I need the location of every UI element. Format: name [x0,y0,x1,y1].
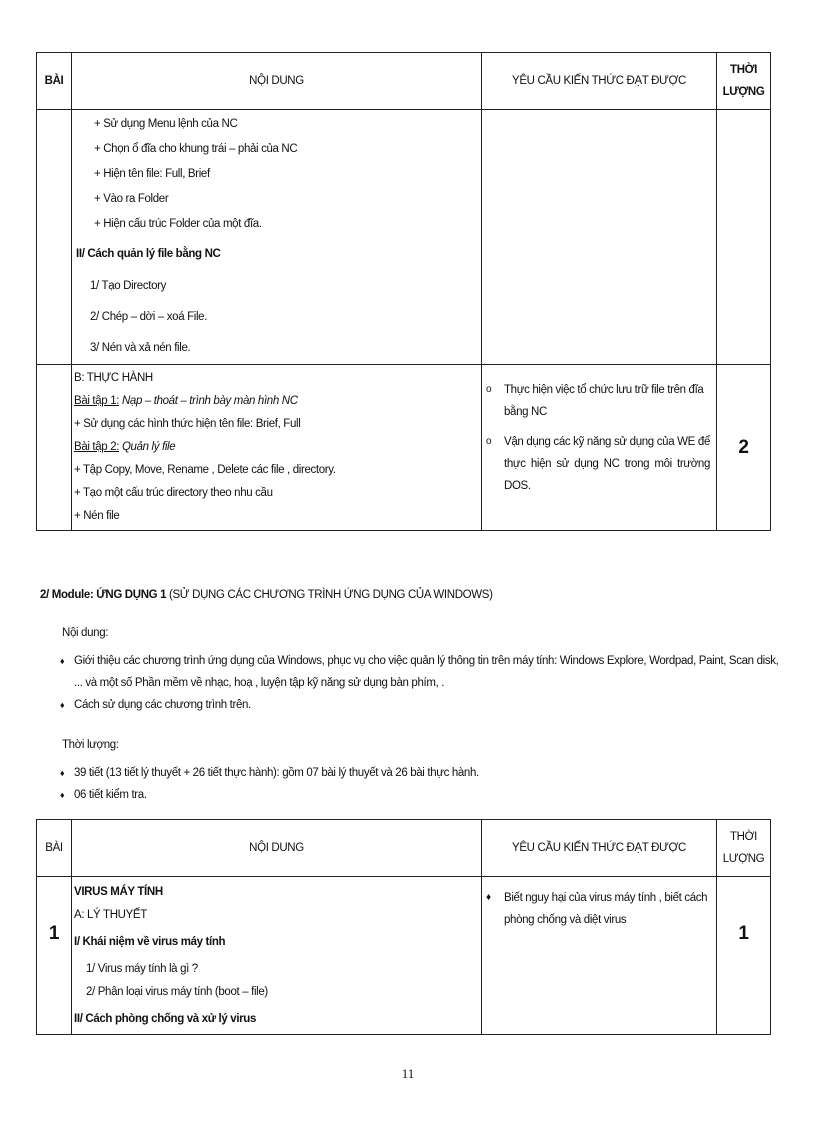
cell-noi-dung [72,877,482,1035]
list-item: 1/ Virus máy tính là gì ? [86,963,198,975]
list-item: 3/ Nén và xả nén file. [90,342,191,354]
table-header-row [37,820,771,877]
table-bottom [36,819,771,1035]
cell-yeu-cau [482,110,717,365]
list-item-text: Cách sử dụng các chương trình trên. [74,699,251,711]
cell-yeu-cau [482,877,717,1035]
list-item: + Tạo một cấu trúc directory theo nhu cầu [74,487,273,499]
header-thoi-luong: THỜI LƯỢNG [717,820,771,877]
list-item: + Chọn ổ đĩa cho khung trái – phải của NC [94,143,298,155]
time-label: Thời lượng: [62,739,119,751]
list-item: + Hiện tên file: Full, Brief [94,168,210,180]
header-thoi-luong: THỜI LƯỢNG [717,53,771,110]
exercise-2-text: Quản lý file [121,441,176,453]
list-item: + Sử dụng các hình thức hiện tên file: Brief, Full [74,418,301,430]
content-list [60,650,780,716]
list-item: 2/ Chép – dời – xoá File. [90,311,208,323]
requirement-item [482,423,716,497]
header-noi-dung: NỘI DUNG [72,53,482,110]
header-yeu-cau: YÊU CẦU KIẾN THỨC ĐẠT ĐƯỢC [482,53,717,110]
cell-noi-dung [72,110,482,365]
header-bai: BÀI [37,53,72,110]
requirement-text: Vận dụng các kỹ năng sử dụng của WE để thực hiện sử dụng NC trong môi trường DOS. [504,436,710,492]
exercise-1-text: Nạp – thoát – trình bày màn hình NC [121,395,298,407]
list-item: 2/ Phân loại virus máy tính (boot – file) [86,986,268,998]
requirement-text: Biết nguy hại của virus máy tính , biết cách phòng chống và diệt virus [504,892,708,926]
exercise-1 [74,390,481,413]
table-row [37,877,771,1035]
table-row [37,365,771,531]
module-title [40,589,780,601]
list-item: 1/ Tạo Directory [90,280,166,292]
header-noi-dung: NỘI DUNG [72,820,482,877]
circle-bullet-icon: o [486,436,492,447]
diamond-bullet-icon: ♦ [60,656,65,666]
list-item: + Hiện cấu trúc Folder của một đĩa. [94,218,262,230]
time-value: 1 [717,877,771,1035]
lesson-number: 1 [37,877,72,1035]
list-item: + Nén file [74,510,120,522]
section-title: I/ Khái niệm về virus máy tính [74,936,226,948]
practice-title: B: THỰC HÀNH [74,372,153,384]
list-item [60,694,780,716]
list-item [60,650,780,694]
exercise-1-label: Bài tập 1: [74,395,120,407]
lesson-title: VIRUS MÁY TÍNH [74,886,163,898]
module-title-rest: (SỬ DỤNG CÁC CHƯƠNG TRÌNH ỨNG DỤNG CỦA WINDOWS) [166,589,493,601]
list-item: + Vào ra Folder [94,193,169,205]
diamond-bullet-icon: ♦ [60,790,65,800]
time-value: 2 [717,365,771,531]
cell-bai [37,365,72,531]
section-title: II/ Cách quản lý file bằng NC [76,248,221,260]
exercise-2 [74,436,481,459]
theory-label: A: LÝ THUYẾT [74,909,147,921]
exercise-2-label: Bài tập 2: [74,441,120,453]
section-title: II/ Cách phòng chống và xử lý virus [74,1013,257,1025]
table-header-row [37,53,771,110]
cell-thoi-luong [717,110,771,365]
header-yeu-cau: YÊU CẦU KIẾN THỨC ĐẠT ĐƯỢC [482,820,717,877]
table-row [37,110,771,365]
list-item: + Sử dụng Menu lệnh của NC [94,118,238,130]
requirement-item [482,879,716,931]
list-item-text: 39 tiết (13 tiết lý thuyết + 26 tiết thực hành): gồm 07 bài lý thuyết và 26 bài thực hành. [74,767,479,779]
diamond-bullet-icon: ♦ [486,892,491,903]
requirement-item [482,371,716,423]
circle-bullet-icon: o [486,384,492,395]
list-item: + Tập Copy, Move, Rename , Delete các file , directory. [74,464,336,476]
list-item-text: Giới thiệu các chương trình ứng dụng của Windows, phục vụ cho việc quản lý thông tin trên máy tính: Windows Explore, Wordpad, Paint, Scan disk, ... và một số Phần mềm về nhạc, hoạ , luyện tập kỹ năng sử dụng bàn phím, . [74,655,779,689]
page-number: 11 [401,1066,415,1081]
cell-bai [37,110,72,365]
list-item [60,762,780,784]
diamond-bullet-icon: ♦ [60,768,65,778]
header-bai: BÀI [37,820,72,877]
cell-noi-dung [72,365,482,531]
table-top [36,52,771,531]
list-item [60,784,780,806]
content-label: Nội dung: [62,627,109,639]
cell-yeu-cau [482,365,717,531]
diamond-bullet-icon: ♦ [60,700,65,710]
requirement-text: Thực hiện việc tổ chức lưu trữ file trên đĩa bằng NC [504,384,704,418]
list-item-text: 06 tiết kiểm tra. [74,789,147,801]
time-list [60,762,780,806]
module-title-bold: 2/ Module: ỨNG DỤNG 1 [40,589,167,601]
